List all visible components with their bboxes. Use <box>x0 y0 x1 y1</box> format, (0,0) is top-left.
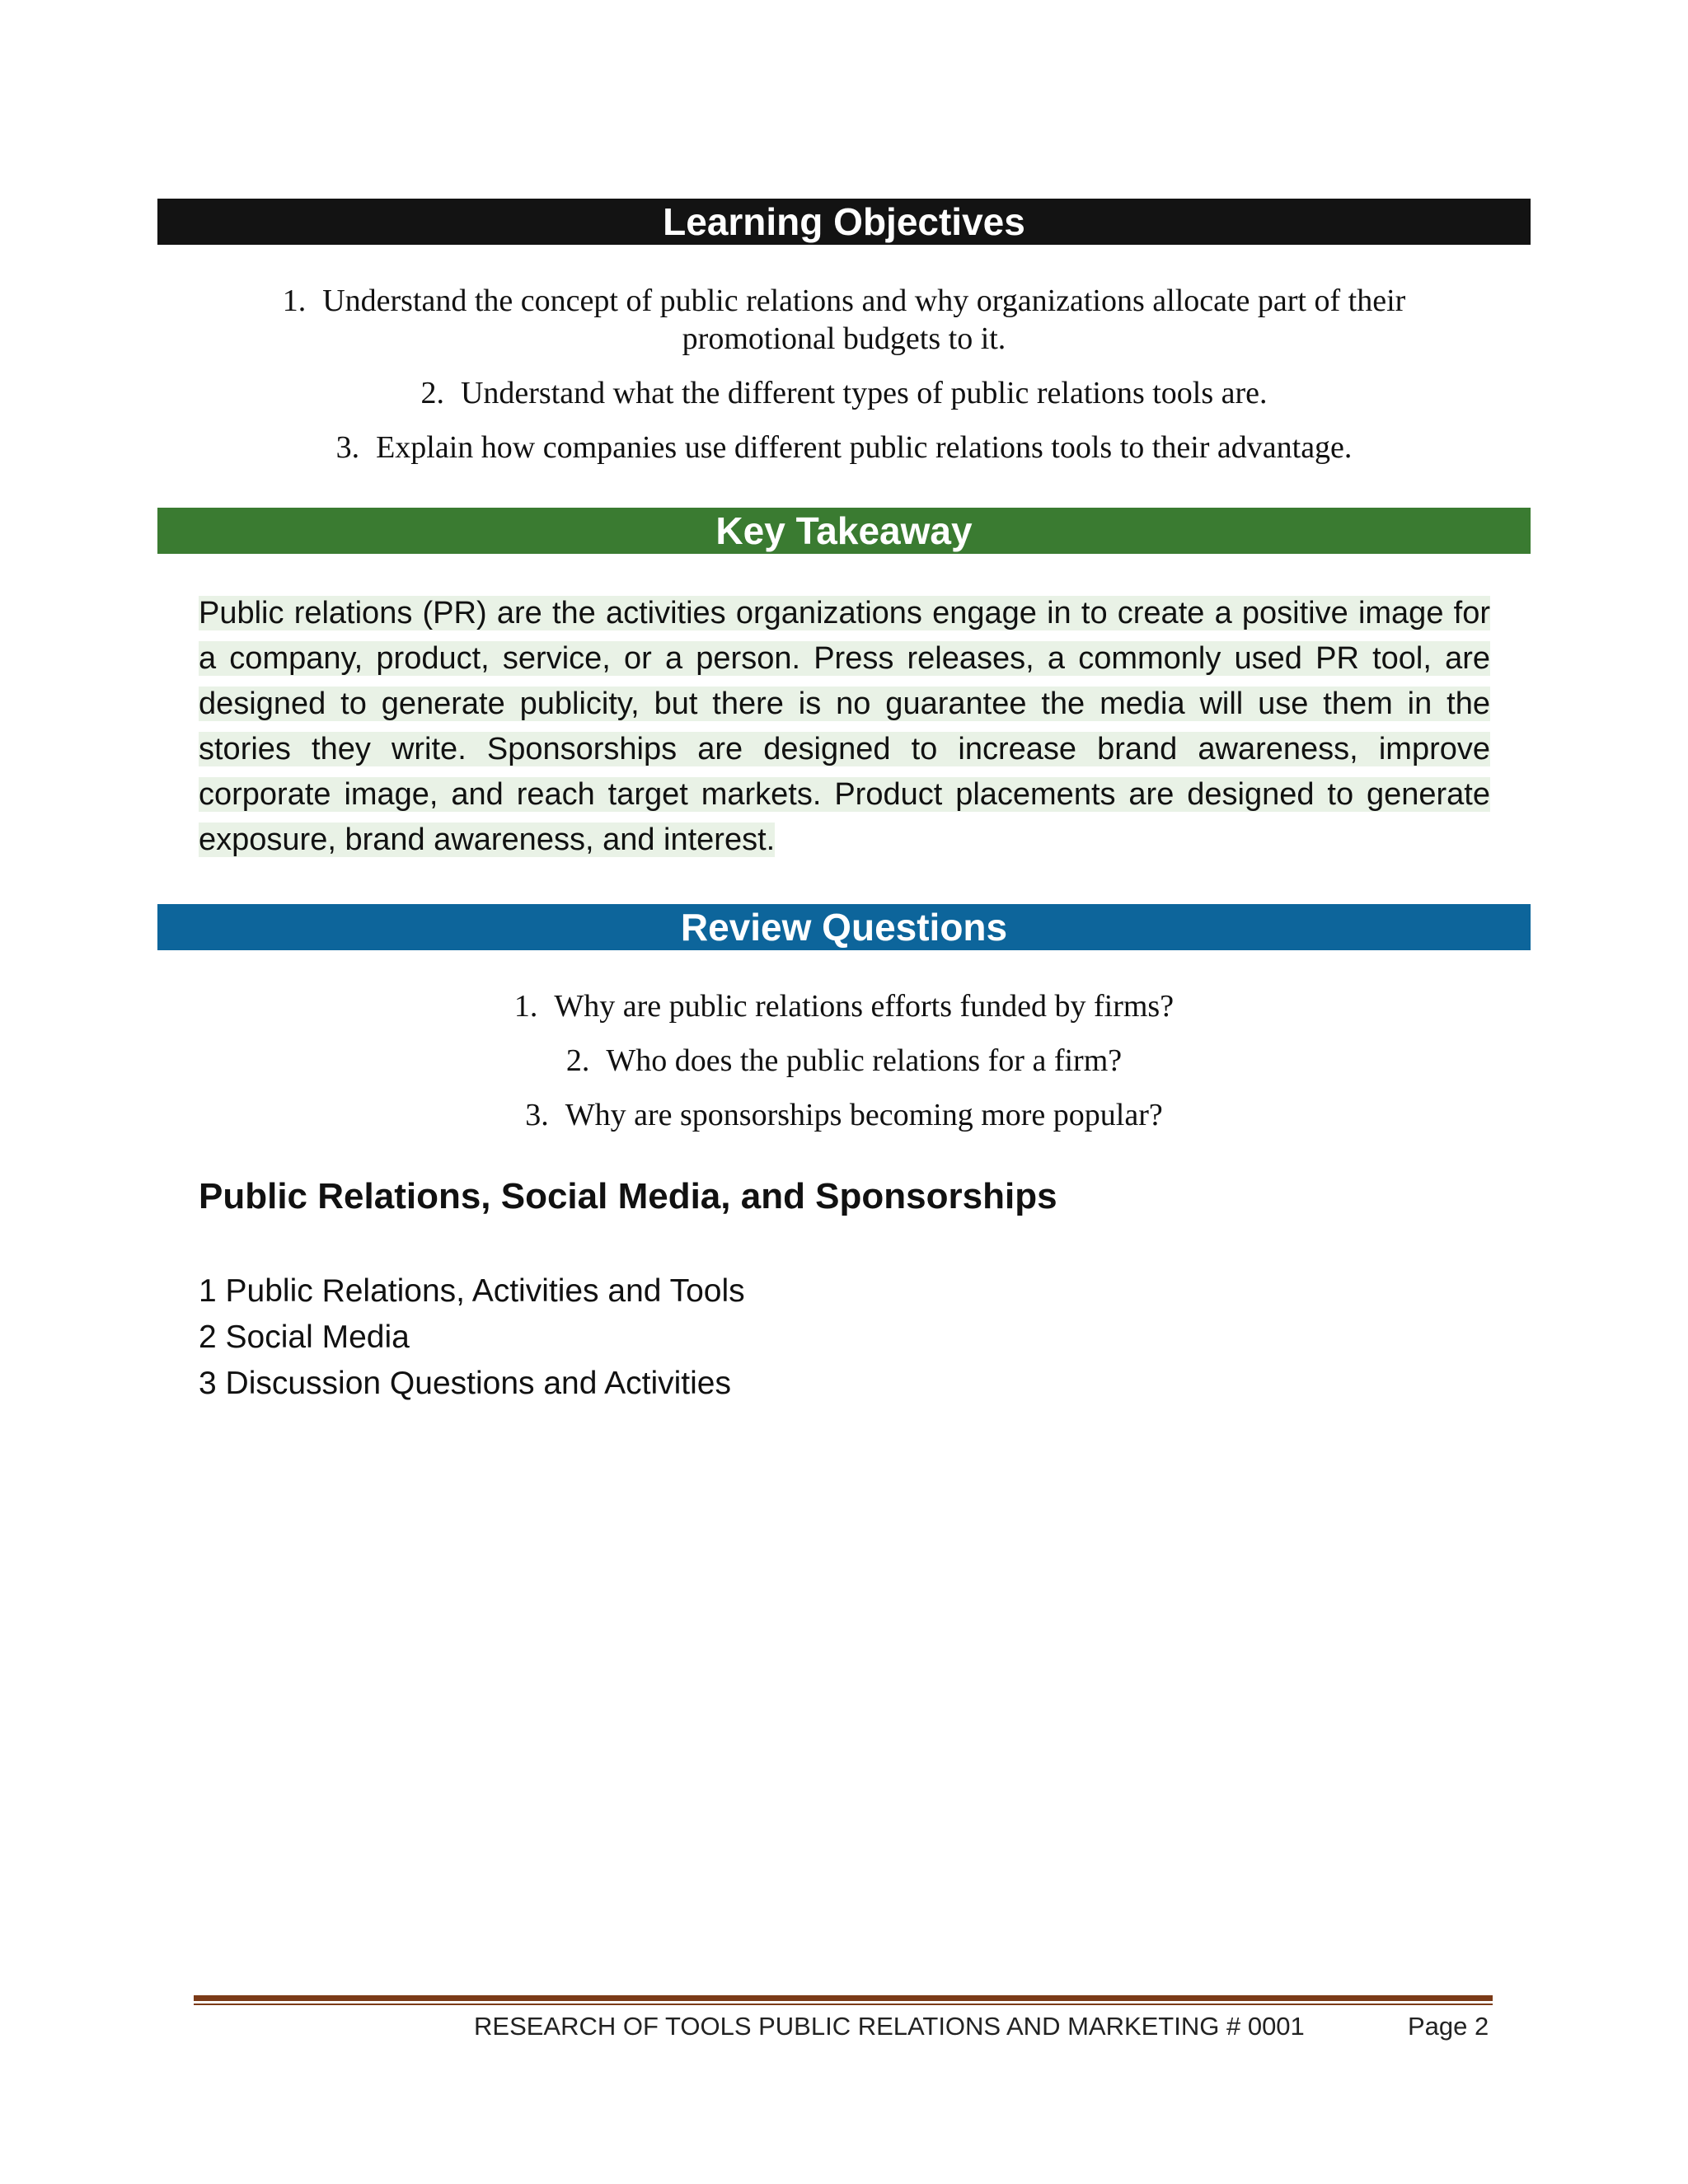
contents-item: 1 Public Relations, Activities and Tools <box>199 1273 745 1309</box>
review-question-item <box>157 987 1531 1025</box>
key-takeaway-paragraph <box>199 591 1490 863</box>
question-text: Why are sponsorships becoming more popular? <box>565 1098 1163 1132</box>
footer-divider-thin <box>194 2004 1493 2005</box>
page-number: Page 2 <box>1408 2012 1489 2041</box>
objective-item <box>157 429 1531 466</box>
objective-item <box>157 282 1531 358</box>
objective-number: 2. <box>420 376 444 410</box>
objective-text: Understand what the different types of public relations tools are. <box>460 376 1268 410</box>
contents-item: 2 Social Media <box>199 1319 410 1355</box>
objective-number: 3. <box>335 430 360 465</box>
question-text: Who does the public relations for a firm? <box>606 1043 1123 1078</box>
question-number: 2. <box>565 1043 590 1078</box>
contents-item: 3 Discussion Questions and Activities <box>199 1366 731 1401</box>
review-questions-heading: Review Questions <box>157 904 1531 950</box>
question-number: 3. <box>525 1098 549 1132</box>
question-text: Why are public relations efforts funded by firms? <box>554 989 1175 1024</box>
key-takeaway-heading: Key Takeaway <box>157 508 1531 554</box>
learning-objectives-heading: Learning Objectives <box>157 199 1531 245</box>
review-question-item <box>157 1042 1531 1080</box>
review-question-item <box>157 1096 1531 1134</box>
footer-title: RESEARCH OF TOOLS PUBLIC RELATIONS AND MARKETING # 0001 <box>474 2012 1305 2041</box>
objective-text-continued: promotional budgets to it. <box>682 321 1006 356</box>
objective-number: 1. <box>282 284 307 318</box>
footer-divider <box>194 1995 1493 2001</box>
objective-text: Explain how companies use different public relations tools to their advantage. <box>376 430 1353 465</box>
learning-objectives-list <box>157 282 1531 483</box>
review-questions-list <box>157 987 1531 1151</box>
chapter-heading: Public Relations, Social Media, and Sponsorships <box>199 1176 1057 1216</box>
chapter-contents-list <box>199 1268 745 1407</box>
question-number: 1. <box>513 989 538 1024</box>
objective-text: Understand the concept of public relations and why organizations allocate part of their <box>322 284 1406 318</box>
objective-item <box>157 374 1531 412</box>
key-takeaway-text: Public relations (PR) are the activities organizations engage in to create a positive image for a company, product, service, or a person. Press releases, a commonly used PR tool, are designed to generate publicity, but there is no guarantee the media will use them in the stories they write. Sponsorships are designed to increase brand awareness, improve corporate image, and reach target markets. Product placements are designed to generate exposure, brand awareness, and interest. <box>199 596 1490 857</box>
